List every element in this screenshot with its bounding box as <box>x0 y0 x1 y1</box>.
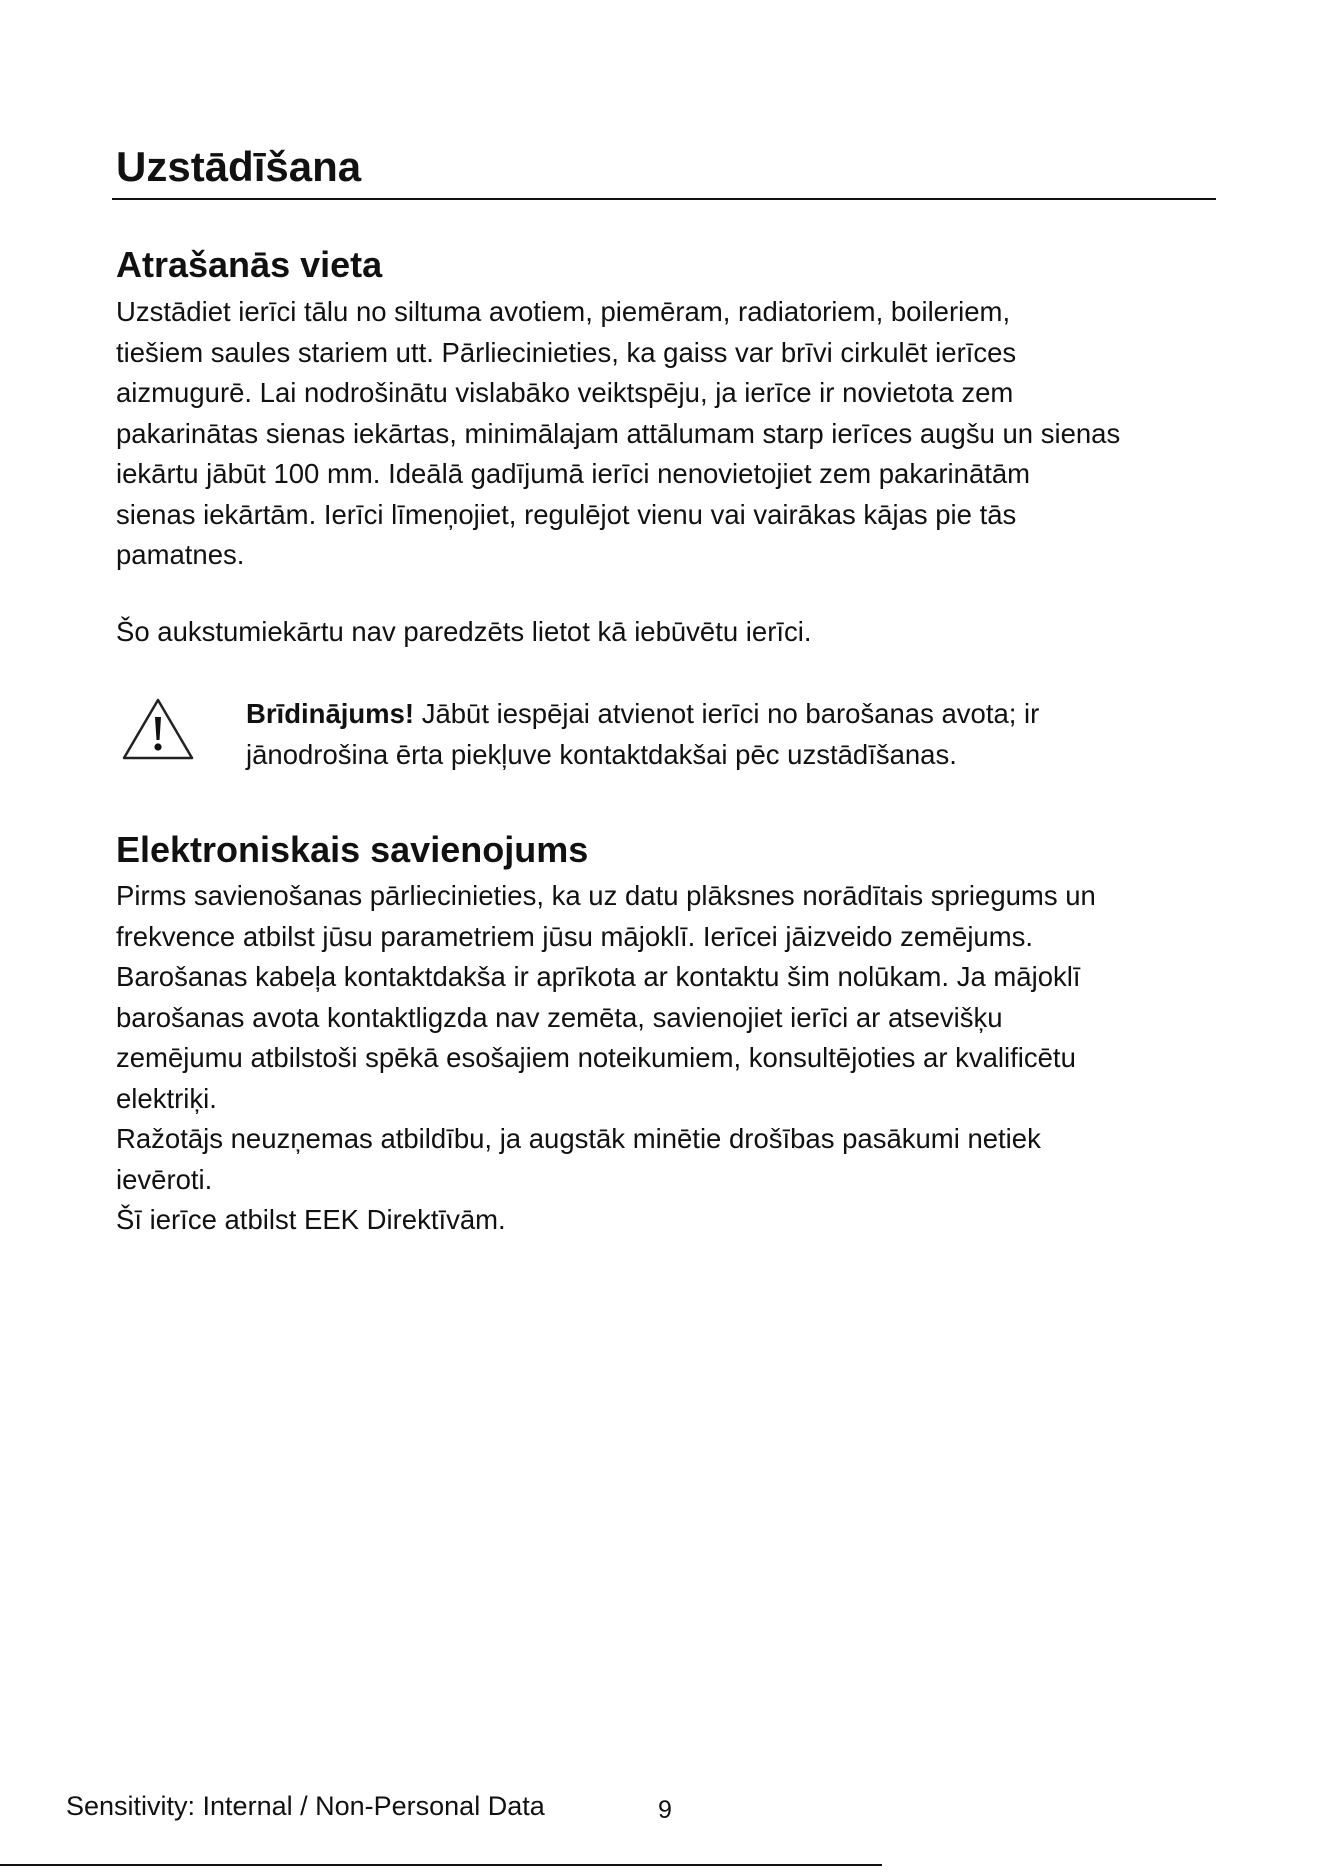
title-divider <box>112 198 1216 200</box>
footer-sensitivity-label: Sensitivity: Internal / Non-Personal Data <box>66 1791 545 1821</box>
location-heading: Atrašanās vieta <box>116 244 383 285</box>
warning-line-2: jānodrošina ērta piekļuve kontaktdakšai pēc uzstādīšanas. <box>246 738 957 770</box>
location-paragraph <box>116 292 1120 576</box>
text-line: ievēroti. <box>116 1163 213 1195</box>
warning-triangle-icon <box>120 695 196 763</box>
warning-line-1: Jābūt iespējai atvienot ierīci no barošanas avota; ir <box>414 698 1040 729</box>
footer-divider <box>0 1864 882 1866</box>
text-line: pamatnes. <box>116 539 245 570</box>
text-line: Pirms savienošanas pārliecinieties, ka uz datu plāksnes norādītais spriegums un <box>116 880 1096 911</box>
text-line: Barošanas kabeļa kontaktdakša ir aprīkota ar kontaktu šim nolūkam. Ja mājoklī <box>116 961 1081 992</box>
page-number: 9 <box>658 1796 672 1824</box>
warning-label: Brīdinājums! <box>246 698 415 729</box>
electrical-paragraph <box>116 876 1096 1241</box>
text-line: zemējumu atbilstoši spēkā esošajiem noteikumiem, konsultējoties ar kvalificētu <box>116 1042 1076 1073</box>
text-line: iekārtu jābūt 100 mm. Ideālā gadījumā ierīci nenovietojiet zem pakarinātām <box>116 458 1031 489</box>
builtin-note: Šo aukstumiekārtu nav paredzēts lietot kā iebūvētu ierīci. <box>116 616 812 647</box>
text-line: sienas iekārtām. Ierīci līmeņojiet, regulējot vienu vai vairākas kājas pie tās <box>116 498 1017 530</box>
text-line: Ražotājs neuzņemas atbildību, ja augstāk minētie drošības pasākumi netiek <box>116 1123 1041 1154</box>
text-line: frekvence atbilst jūsu parametriem jūsu mājoklī. Ierīcei jāizveido zemējums. <box>116 920 1034 952</box>
electrical-heading: Elektroniskais savienojums <box>116 829 589 870</box>
text-line: pakarinātas sienas iekārtas, minimālajam attālumam starp ierīces augšu un sienas <box>116 417 1121 449</box>
text-line: elektriķi. <box>116 1082 217 1114</box>
text-line: tiešiem saules stariem utt. Pārliecinieties, ka gaiss var brīvi cirkulēt ierīces <box>116 336 1017 368</box>
text-line: Uzstādiet ierīci tālu no siltuma avotiem, piemēram, radiatoriem, boileriem, <box>116 296 1011 327</box>
text-line: Šī ierīce atbilst EEK Direktīvām. <box>116 1204 506 1235</box>
text-line: barošanas avota kontaktligzda nav zemēta, savienojiet ierīci ar atsevišķu <box>116 1001 1003 1033</box>
warning-text <box>246 694 1186 775</box>
page-title: Uzstādīšana <box>116 143 362 190</box>
text-line: aizmugurē. Lai nodrošinātu vislabāko veiktspēju, ja ierīce ir novietota zem <box>116 377 1014 408</box>
